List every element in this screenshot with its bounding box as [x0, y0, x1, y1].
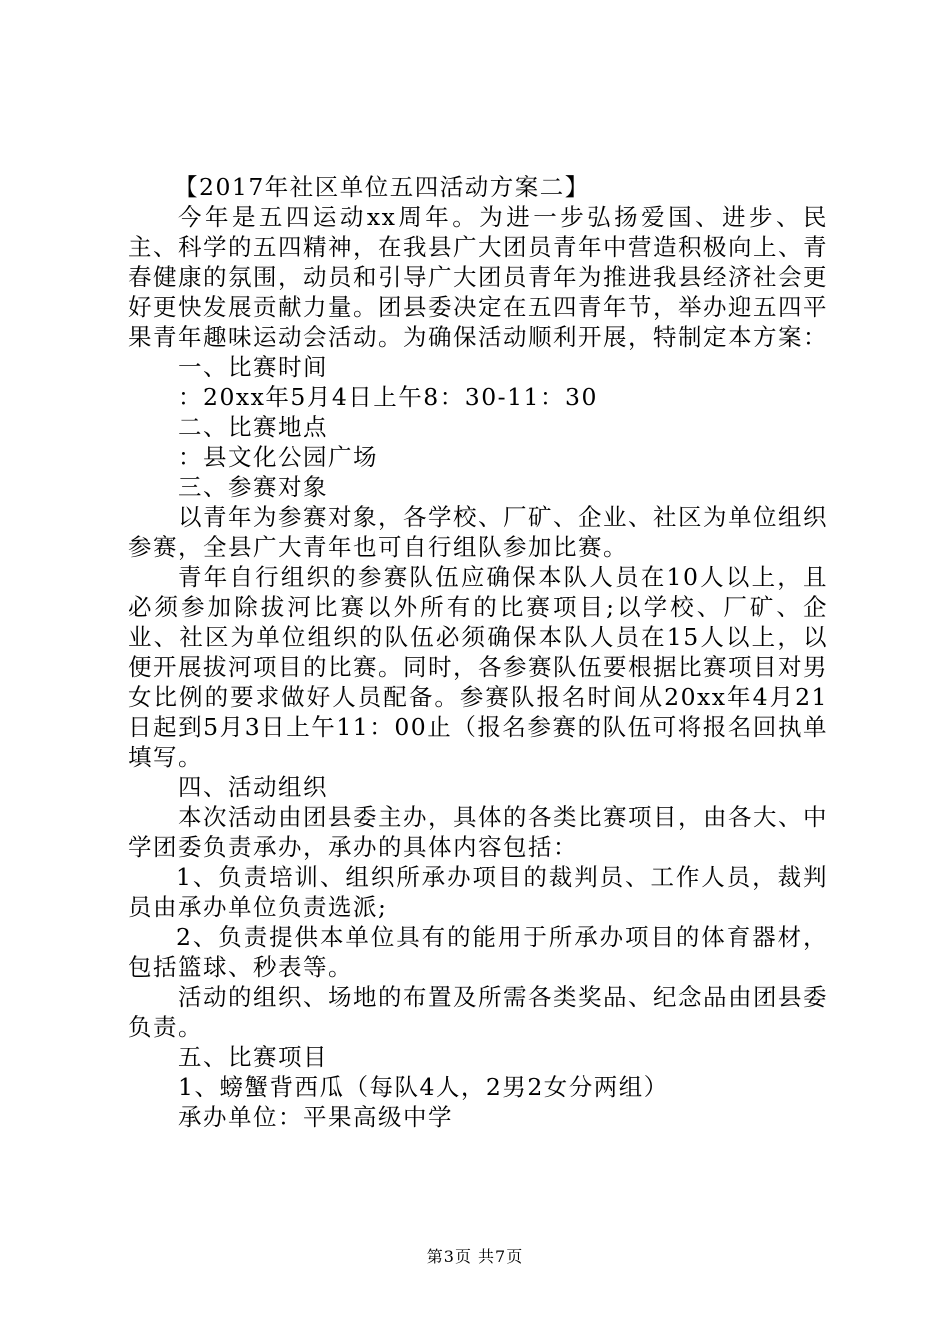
paragraph-location: ：县文化公园广场 — [178, 443, 378, 471]
list-item-training: 1、负责培训、组织所承办项目的裁判员、工作人员，裁判员由承办单位负责选派; — [128, 863, 828, 921]
page-footer — [0, 1244, 950, 1267]
section-heading-events: 五、比赛项目 — [178, 1043, 328, 1071]
paragraph-host-unit: 承办单位：平果高级中学 — [178, 1103, 453, 1131]
paragraph-team-requirements: 青年自行组织的参赛队伍应确保本队人员在10人以上，且必须参加除拔河比赛以外所有的比赛项目;以学校、厂矿、企业、社区为单位组织的队伍必须确保本队人员在15人以上，以便开展拔河项目的比赛。同时，各参赛队伍要根据比赛项目对男女比例的要求做好人员配备。参赛队报名时间从20xx年4月21日起到5月3日上午11：00止（报名参赛的队伍可将报名回执单填写。 — [128, 563, 828, 771]
section-heading-location: 二、比赛地点 — [178, 413, 328, 441]
document-body — [128, 172, 828, 1132]
list-item-equipment: 2、负责提供本单位具有的能用于所承办项目的体育器材，包括篮球、秒表等。 — [128, 923, 828, 981]
paragraph-time: ：20xx年5月4日上午8：30-11：30 — [178, 383, 598, 411]
list-item-event-1: 1、螃蟹背西瓜（每队4人，2男2女分两组） — [178, 1073, 669, 1101]
section-heading-organization: 四、活动组织 — [178, 773, 328, 801]
section-heading-time: 一、比赛时间 — [178, 353, 328, 381]
paragraph-prizes: 活动的组织、场地的布置及所需各类奖品、纪念品由团县委负责。 — [128, 983, 828, 1041]
paragraph-intro: 今年是五四运动xx周年。为进一步弘扬爱国、进步、民主、科学的五四精神，在我县广大团员青年中营造积极向上、青春健康的氛围，动员和引导广大团员青年为推进我县经济社会更好更快发展贡献力量。团县委决定在五四青年节，举办迎五四平果青年趣味运动会活动。为确保活动顺利开展，特制定本方案： — [128, 203, 828, 351]
section-heading-participants: 三、参赛对象 — [178, 473, 328, 501]
paragraph-participants: 以青年为参赛对象，各学校、厂矿、企业、社区为单位组织参赛，全县广大青年也可自行组队参加比赛。 — [128, 503, 828, 561]
paragraph-organization: 本次活动由团县委主办，具体的各类比赛项目，由各大、中学团委负责承办，承办的具体内容包括： — [128, 803, 828, 861]
document-title: 【2017年社区单位五四活动方案二】 — [174, 173, 590, 201]
page-indicator: 第3页 共7页 — [426, 1247, 524, 1266]
